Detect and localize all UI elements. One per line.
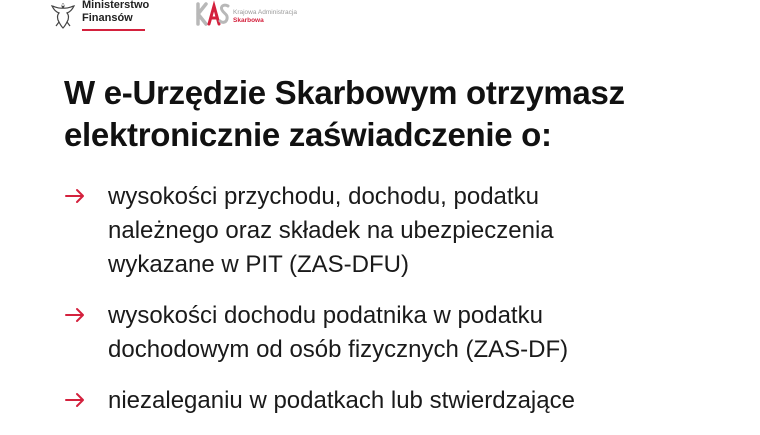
header bbox=[0, 0, 760, 40]
list-item-line: dochodowym od osób fizycznych (ZAS-DF) bbox=[108, 336, 569, 363]
ministry-name-line1: Ministerstwo bbox=[82, 0, 150, 11]
list-item-line: wykazane w PIT (ZAS-DFU) bbox=[108, 251, 409, 278]
kas-name-line1: Krajowa Administracja bbox=[233, 9, 297, 16]
ministry-name-line2: Finansów bbox=[82, 12, 133, 24]
certificate-list bbox=[64, 180, 744, 435]
list-item-text bbox=[108, 384, 744, 418]
arrow-right-icon bbox=[64, 307, 86, 323]
ministry-of-finance-logo[interactable] bbox=[48, 0, 158, 34]
eagle-emblem-icon bbox=[48, 0, 78, 30]
list-item bbox=[64, 299, 744, 367]
list-item-line: niezaleganiu w podatkach lub stwierdzające bbox=[108, 387, 575, 414]
list-item-line: należnego oraz składek na ubezpieczenia bbox=[108, 217, 554, 244]
list-item bbox=[64, 384, 744, 418]
list-item bbox=[64, 180, 744, 282]
kas-name bbox=[233, 9, 297, 25]
page-title bbox=[64, 72, 744, 156]
list-item-text bbox=[108, 180, 744, 282]
list-item-line: wysokości przychodu, dochodu, podatku bbox=[108, 183, 539, 210]
title-line2: elektronicznie zaświadczenie o: bbox=[64, 116, 552, 153]
list-item-line: wysokości dochodu podatnika w podatku bbox=[108, 302, 543, 329]
arrow-right-icon bbox=[64, 188, 86, 204]
kas-name-line2: Skarbowa bbox=[233, 17, 264, 24]
title-line1: W e-Urzędzie Skarbowym otrzymasz bbox=[64, 74, 625, 111]
ministry-name bbox=[82, 0, 149, 25]
kas-mark-icon bbox=[196, 0, 230, 28]
arrow-right-icon bbox=[64, 392, 86, 408]
kas-logo[interactable] bbox=[196, 0, 326, 30]
ministry-accent-bar bbox=[82, 29, 145, 31]
list-item-text bbox=[108, 299, 744, 367]
